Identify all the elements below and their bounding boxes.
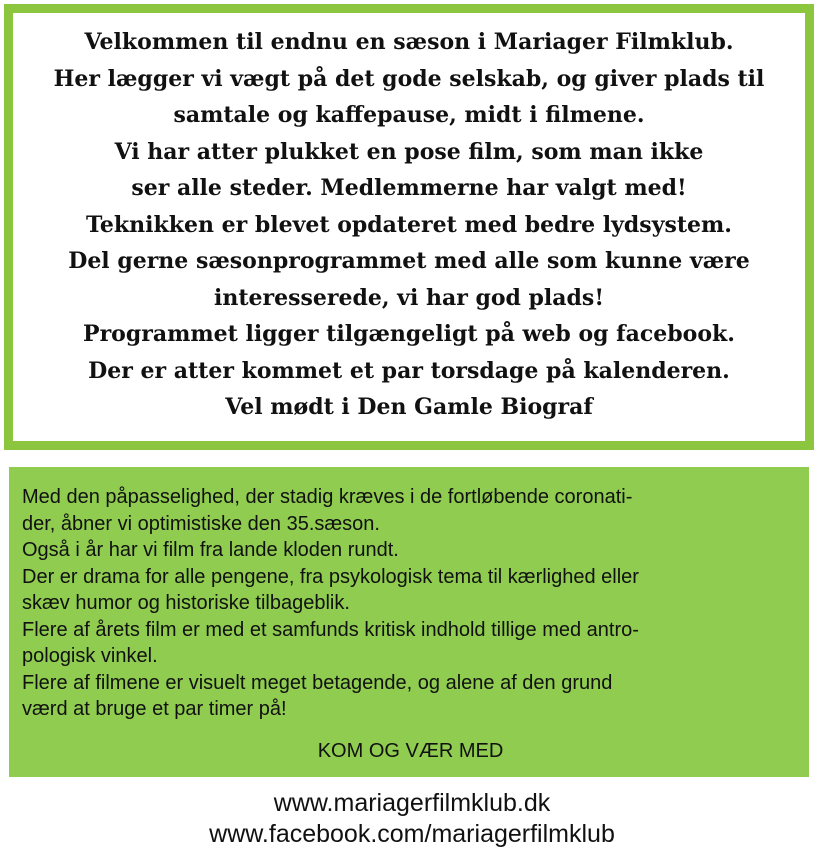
website-link[interactable]: www.mariagerfilmklub.dk <box>273 789 551 817</box>
links-footer <box>0 788 824 850</box>
info-line-8: Flere af filmene er visuelt meget betagende, og alene af den grund <box>22 671 613 694</box>
welcome-line-10: Der er atter kommet et par torsdage på kalenderen. <box>88 357 730 384</box>
welcome-line-6: Teknikken er blevet opdateret med bedre lydsystem. <box>86 211 732 238</box>
welcome-line-11: Vel mødt i Den Gamle Biograf <box>225 394 593 420</box>
info-line-9: værd at bruge et par timer på! <box>22 698 287 720</box>
welcome-box <box>4 4 814 450</box>
welcome-line-4: Vi har atter plukket en pose film, som man ikke <box>114 138 704 165</box>
welcome-line-8: interesserede, vi har god plads! <box>214 284 604 311</box>
info-line-6: Flere af årets film er med et samfunds kritisk indhold tillige med antro- <box>22 618 639 641</box>
call-to-action: KOM OG VÆR MED <box>317 739 504 762</box>
info-line-7: pologisk vinkel. <box>22 645 158 667</box>
welcome-line-9: Programmet ligger tilgængeligt på web og facebook. <box>83 321 735 347</box>
welcome-line-7: Del gerne sæsonprogrammet med alle som kunne være <box>68 248 750 274</box>
welcome-line-1: Velkommen til endnu en sæson i Mariager Filmklub. <box>84 29 734 55</box>
info-line-2: der, åbner vi optimistiske den 35.sæson. <box>22 512 380 535</box>
welcome-line-5: ser alle steder. Medlemmerne har valgt med! <box>131 175 687 201</box>
info-line-3: Også i år har vi film fra lande kloden rundt. <box>22 539 399 561</box>
facebook-link[interactable]: www.facebook.com/mariagerfilmklub <box>209 820 615 848</box>
info-line-1: Med den påpasselighed, der stadig kræves i de fortløbende coronati- <box>22 486 633 508</box>
welcome-line-2: Her lægger vi vægt på det gode selskab, og giver plads til <box>53 65 765 92</box>
info-line-4: Der er drama for alle pengene, fra psykologisk tema til kærlighed eller <box>22 565 639 588</box>
info-box <box>9 467 809 777</box>
info-line-5: skæv humor og historiske tilbageblik. <box>22 592 350 614</box>
welcome-line-3: samtale og kaffepause, midt i filmene. <box>173 102 645 128</box>
